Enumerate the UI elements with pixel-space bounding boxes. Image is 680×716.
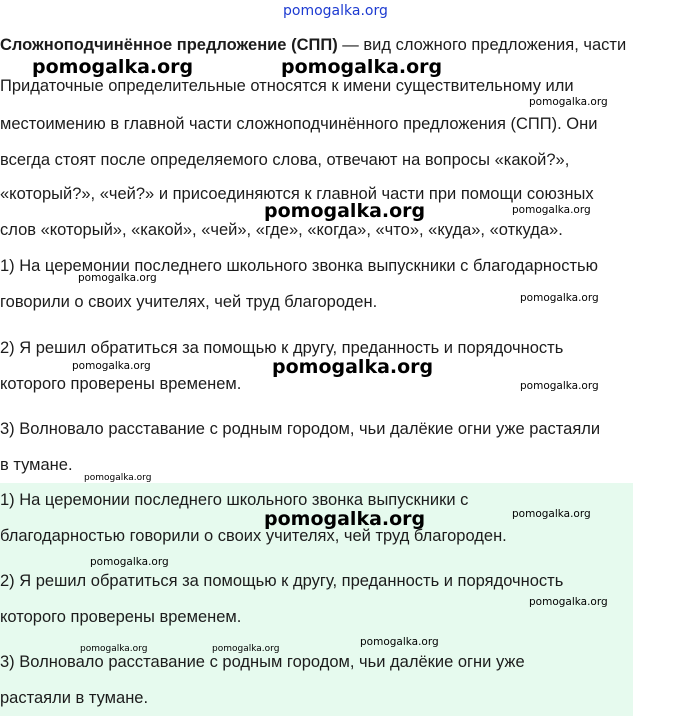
- example-line: в тумане.: [0, 456, 73, 474]
- explanation-line: Придаточные определительные относятся к имени существительному или: [0, 77, 574, 95]
- watermark: pomogalka.org: [512, 204, 591, 216]
- answer-line: 3) Волновало расставание с родным городом, чьи далёкие огни уже: [0, 653, 525, 671]
- watermark: pomogalka.org: [80, 644, 148, 654]
- watermark: pomogalka.org: [529, 96, 608, 108]
- intro-line: [0, 35, 626, 55]
- watermark: pomogalka.org: [512, 508, 591, 520]
- watermark: pomogalka.org: [264, 200, 426, 222]
- answer-line: 1) На церемонии последнего школьного звонка выпускники с: [0, 491, 469, 509]
- answer-line: которого проверены временем.: [0, 608, 242, 626]
- example-line: которого проверены временем.: [0, 375, 242, 393]
- watermark: pomogalka.org: [520, 292, 599, 304]
- watermark: pomogalka.org: [90, 556, 169, 568]
- watermark: pomogalka.org: [84, 473, 152, 483]
- watermark: pomogalka.org: [272, 356, 434, 378]
- explanation-line: местоимению в главной части сложноподчинённого предложения (СПП). Они: [0, 115, 598, 133]
- watermark-top: pomogalka.org: [283, 3, 388, 19]
- answer-line: 2) Я решил обратиться за помощью к другу, преданность и порядочность: [0, 572, 564, 590]
- answer-line: благодарностью говорили о своих учителях, чей труд благороден.: [0, 527, 507, 545]
- explanation-line: слов «который», «какой», «чей», «где», «когда», «что», «куда», «откуда».: [0, 221, 563, 239]
- watermark: pomogalka.org: [212, 644, 280, 654]
- answer-line: растаяли в тумане.: [0, 689, 149, 707]
- intro-title: Сложноподчинённое предложение (СПП): [0, 36, 338, 54]
- intro-title-rest: — вид сложного предложения, части: [337, 36, 627, 54]
- watermark: pomogalka.org: [281, 56, 443, 78]
- watermark: pomogalka.org: [72, 360, 151, 372]
- example-line: 1) На церемонии последнего школьного звонка выпускники с благодарностью: [0, 257, 598, 275]
- example-line: 2) Я решил обратиться за помощью к другу, преданность и порядочность: [0, 339, 564, 357]
- explanation-line: всегда стоят после определяемого слова, отвечают на вопросы «какой?»,: [0, 151, 570, 169]
- watermark: pomogalka.org: [78, 272, 157, 284]
- watermark: pomogalka.org: [32, 56, 194, 78]
- watermark: pomogalka.org: [529, 596, 608, 608]
- explanation-line: «который?», «чей?» и присоединяются к главной части при помощи союзных: [0, 185, 594, 203]
- example-line: говорили о своих учителях, чей труд благороден.: [0, 293, 378, 311]
- example-line: 3) Волновало расставание с родным городом, чьи далёкие огни уже растаяли: [0, 420, 601, 438]
- watermark: pomogalka.org: [264, 508, 426, 530]
- watermark: pomogalka.org: [520, 380, 599, 392]
- watermark: pomogalka.org: [360, 636, 439, 648]
